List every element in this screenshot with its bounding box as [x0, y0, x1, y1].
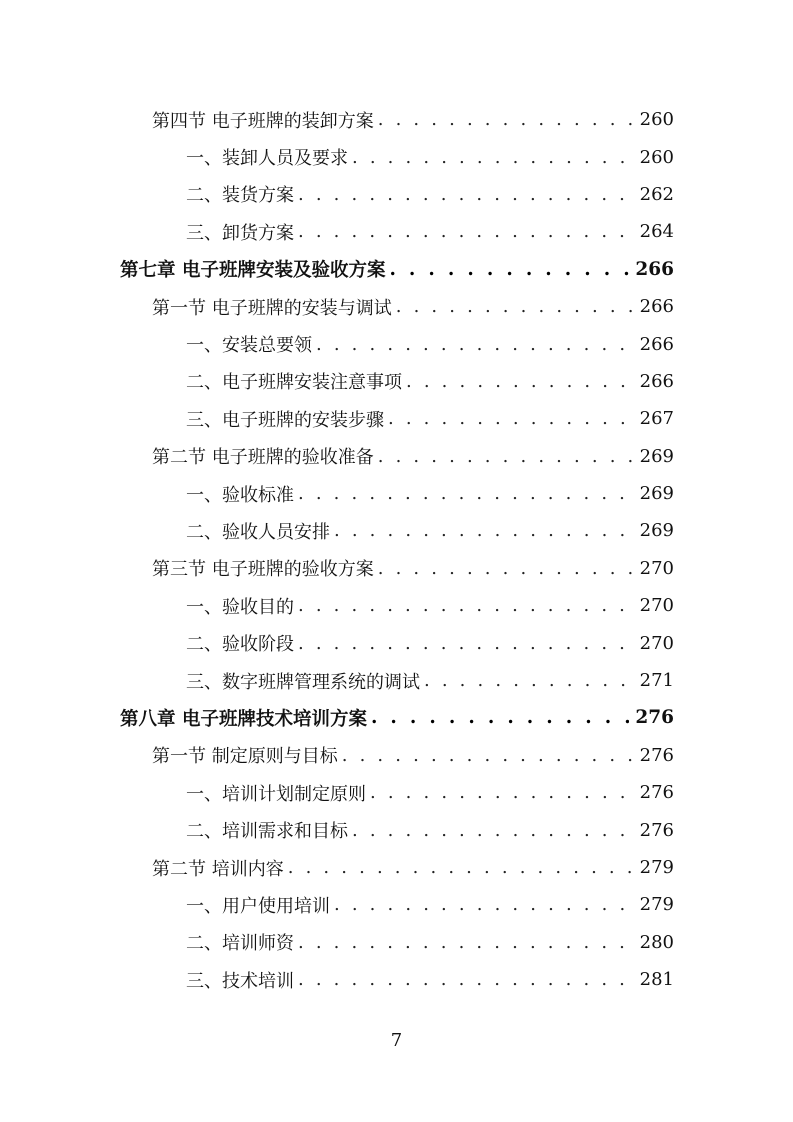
toc-entry-label: 一、培训计划制定原则: [186, 783, 366, 805]
dot-leader: [388, 408, 634, 429]
toc-entry-label: 第八章 电子班牌技术培训方案: [120, 708, 367, 730]
toc-entry-page-number: 279: [639, 894, 674, 916]
dot-leader: [298, 184, 634, 205]
dot-leader: [298, 483, 634, 504]
dot-leader: [378, 558, 634, 579]
toc-entry-chapter[interactable]: [0, 699, 793, 736]
toc-entry-page-number: 270: [639, 595, 674, 617]
dot-leader: [371, 707, 629, 728]
toc-entry-item[interactable]: [0, 475, 793, 512]
toc-entry-page-number: 266: [639, 370, 674, 392]
toc-entry-page-number: 260: [639, 146, 674, 168]
dot-leader: [298, 221, 634, 242]
toc-entry-label: 一、验收目的: [186, 596, 294, 618]
toc-entry-section[interactable]: [0, 550, 793, 587]
toc-entry-page-number: 266: [635, 258, 674, 280]
dot-leader: [298, 969, 634, 990]
toc-entry-item[interactable]: [0, 512, 793, 549]
toc-entry-item[interactable]: [0, 961, 793, 998]
dot-leader: [298, 932, 634, 953]
toc-entry-label: 一、安装总要领: [186, 335, 312, 357]
toc-entry-item[interactable]: [0, 213, 793, 250]
toc-entry-page-number: 270: [639, 557, 674, 579]
toc-entry-page-number: 271: [639, 670, 674, 692]
toc-entry-label: 三、数字班牌管理系统的调试: [186, 671, 420, 693]
dot-leader: [378, 446, 634, 467]
toc-entry-item[interactable]: [0, 363, 793, 400]
toc-entry-section[interactable]: [0, 737, 793, 774]
dot-leader: [334, 894, 634, 915]
toc-entry-label: 二、电子班牌安装注意事项: [186, 372, 402, 394]
toc-entry-item[interactable]: [0, 811, 793, 848]
toc-entry-chapter[interactable]: [0, 251, 793, 288]
toc-entry-item[interactable]: [0, 924, 793, 961]
toc-entry-page-number: 266: [639, 333, 674, 355]
toc-entry-item[interactable]: [0, 774, 793, 811]
toc-entry-label: 第一节 电子班牌的安装与调试: [152, 297, 392, 319]
toc-entry-page-number: 266: [639, 296, 674, 318]
dot-leader: [342, 745, 634, 766]
toc-entry-section[interactable]: [0, 288, 793, 325]
toc-entry-page-number: 280: [639, 931, 674, 953]
toc-entry-section[interactable]: [0, 101, 793, 138]
dot-leader: [370, 782, 634, 803]
toc-entry-item[interactable]: [0, 176, 793, 213]
toc-entry-page-number: 269: [639, 483, 674, 505]
toc-entry-label: 第二节 电子班牌的验收准备: [152, 447, 374, 469]
toc-entry-item[interactable]: [0, 325, 793, 362]
toc-entry-label: 一、用户使用培训: [186, 895, 330, 917]
toc-entry-section[interactable]: [0, 849, 793, 886]
toc-entry-label: 第四节 电子班牌的装卸方案: [152, 110, 374, 132]
toc-entry-page-number: 281: [639, 969, 674, 991]
dot-leader: [288, 857, 634, 878]
toc-entry-label: 三、卸货方案: [186, 222, 294, 244]
toc-entry-label: 二、装货方案: [186, 185, 294, 207]
dot-leader: [298, 633, 634, 654]
toc-entry-label: 一、验收标准: [186, 484, 294, 506]
toc-entry-item[interactable]: [0, 138, 793, 175]
toc-entry-label: 三、电子班牌的安装步骤: [186, 409, 384, 431]
toc-entry-label: 二、验收阶段: [186, 634, 294, 656]
toc-entry-page-number: 260: [639, 109, 674, 131]
dot-leader: [424, 670, 634, 691]
dot-leader: [352, 147, 634, 168]
toc-entry-page-number: 276: [639, 819, 674, 841]
toc-entry-label: 第一节 制定原则与目标: [152, 746, 338, 768]
toc-entry-item[interactable]: [0, 886, 793, 923]
toc-entry-label: 一、装卸人员及要求: [186, 148, 348, 170]
toc-entry-section[interactable]: [0, 438, 793, 475]
toc-entry-label: 二、培训师资: [186, 933, 294, 955]
toc-entry-item[interactable]: [0, 662, 793, 699]
toc-entry-page-number: 269: [639, 520, 674, 542]
toc-entry-page-number: 270: [639, 632, 674, 654]
toc-entry-label: 第三节 电子班牌的验收方案: [152, 559, 374, 581]
dot-leader: [316, 334, 634, 355]
toc-entry-page-number: 267: [639, 408, 674, 430]
toc-entry-page-number: 262: [639, 183, 674, 205]
toc-entry-page-number: 264: [639, 221, 674, 243]
dot-leader: [334, 520, 634, 541]
toc-entry-label: 三、技术培训: [186, 970, 294, 992]
toc-entry-page-number: 276: [635, 707, 674, 729]
dot-leader: [406, 371, 634, 392]
toc-entry-page-number: 279: [639, 857, 674, 878]
dot-leader: [298, 595, 634, 616]
toc-entry-label: 二、培训需求和目标: [186, 821, 348, 843]
toc-entry-page-number: 269: [639, 445, 674, 467]
dot-leader: [352, 820, 634, 841]
page-number: 7: [390, 1030, 403, 1051]
table-of-contents: [0, 101, 793, 998]
dot-leader: [396, 296, 634, 317]
toc-entry-label: 第二节 培训内容: [152, 858, 284, 880]
dot-leader: [378, 109, 634, 130]
toc-entry-item[interactable]: [0, 400, 793, 437]
toc-entry-label: 第七章 电子班牌安装及验收方案: [120, 260, 386, 282]
toc-entry-item[interactable]: [0, 587, 793, 624]
toc-entry-label: 二、验收人员安排: [186, 521, 330, 543]
toc-entry-item[interactable]: [0, 624, 793, 661]
dot-leader: [389, 259, 629, 280]
toc-entry-page-number: 276: [639, 782, 674, 804]
toc-entry-page-number: 276: [639, 744, 674, 766]
